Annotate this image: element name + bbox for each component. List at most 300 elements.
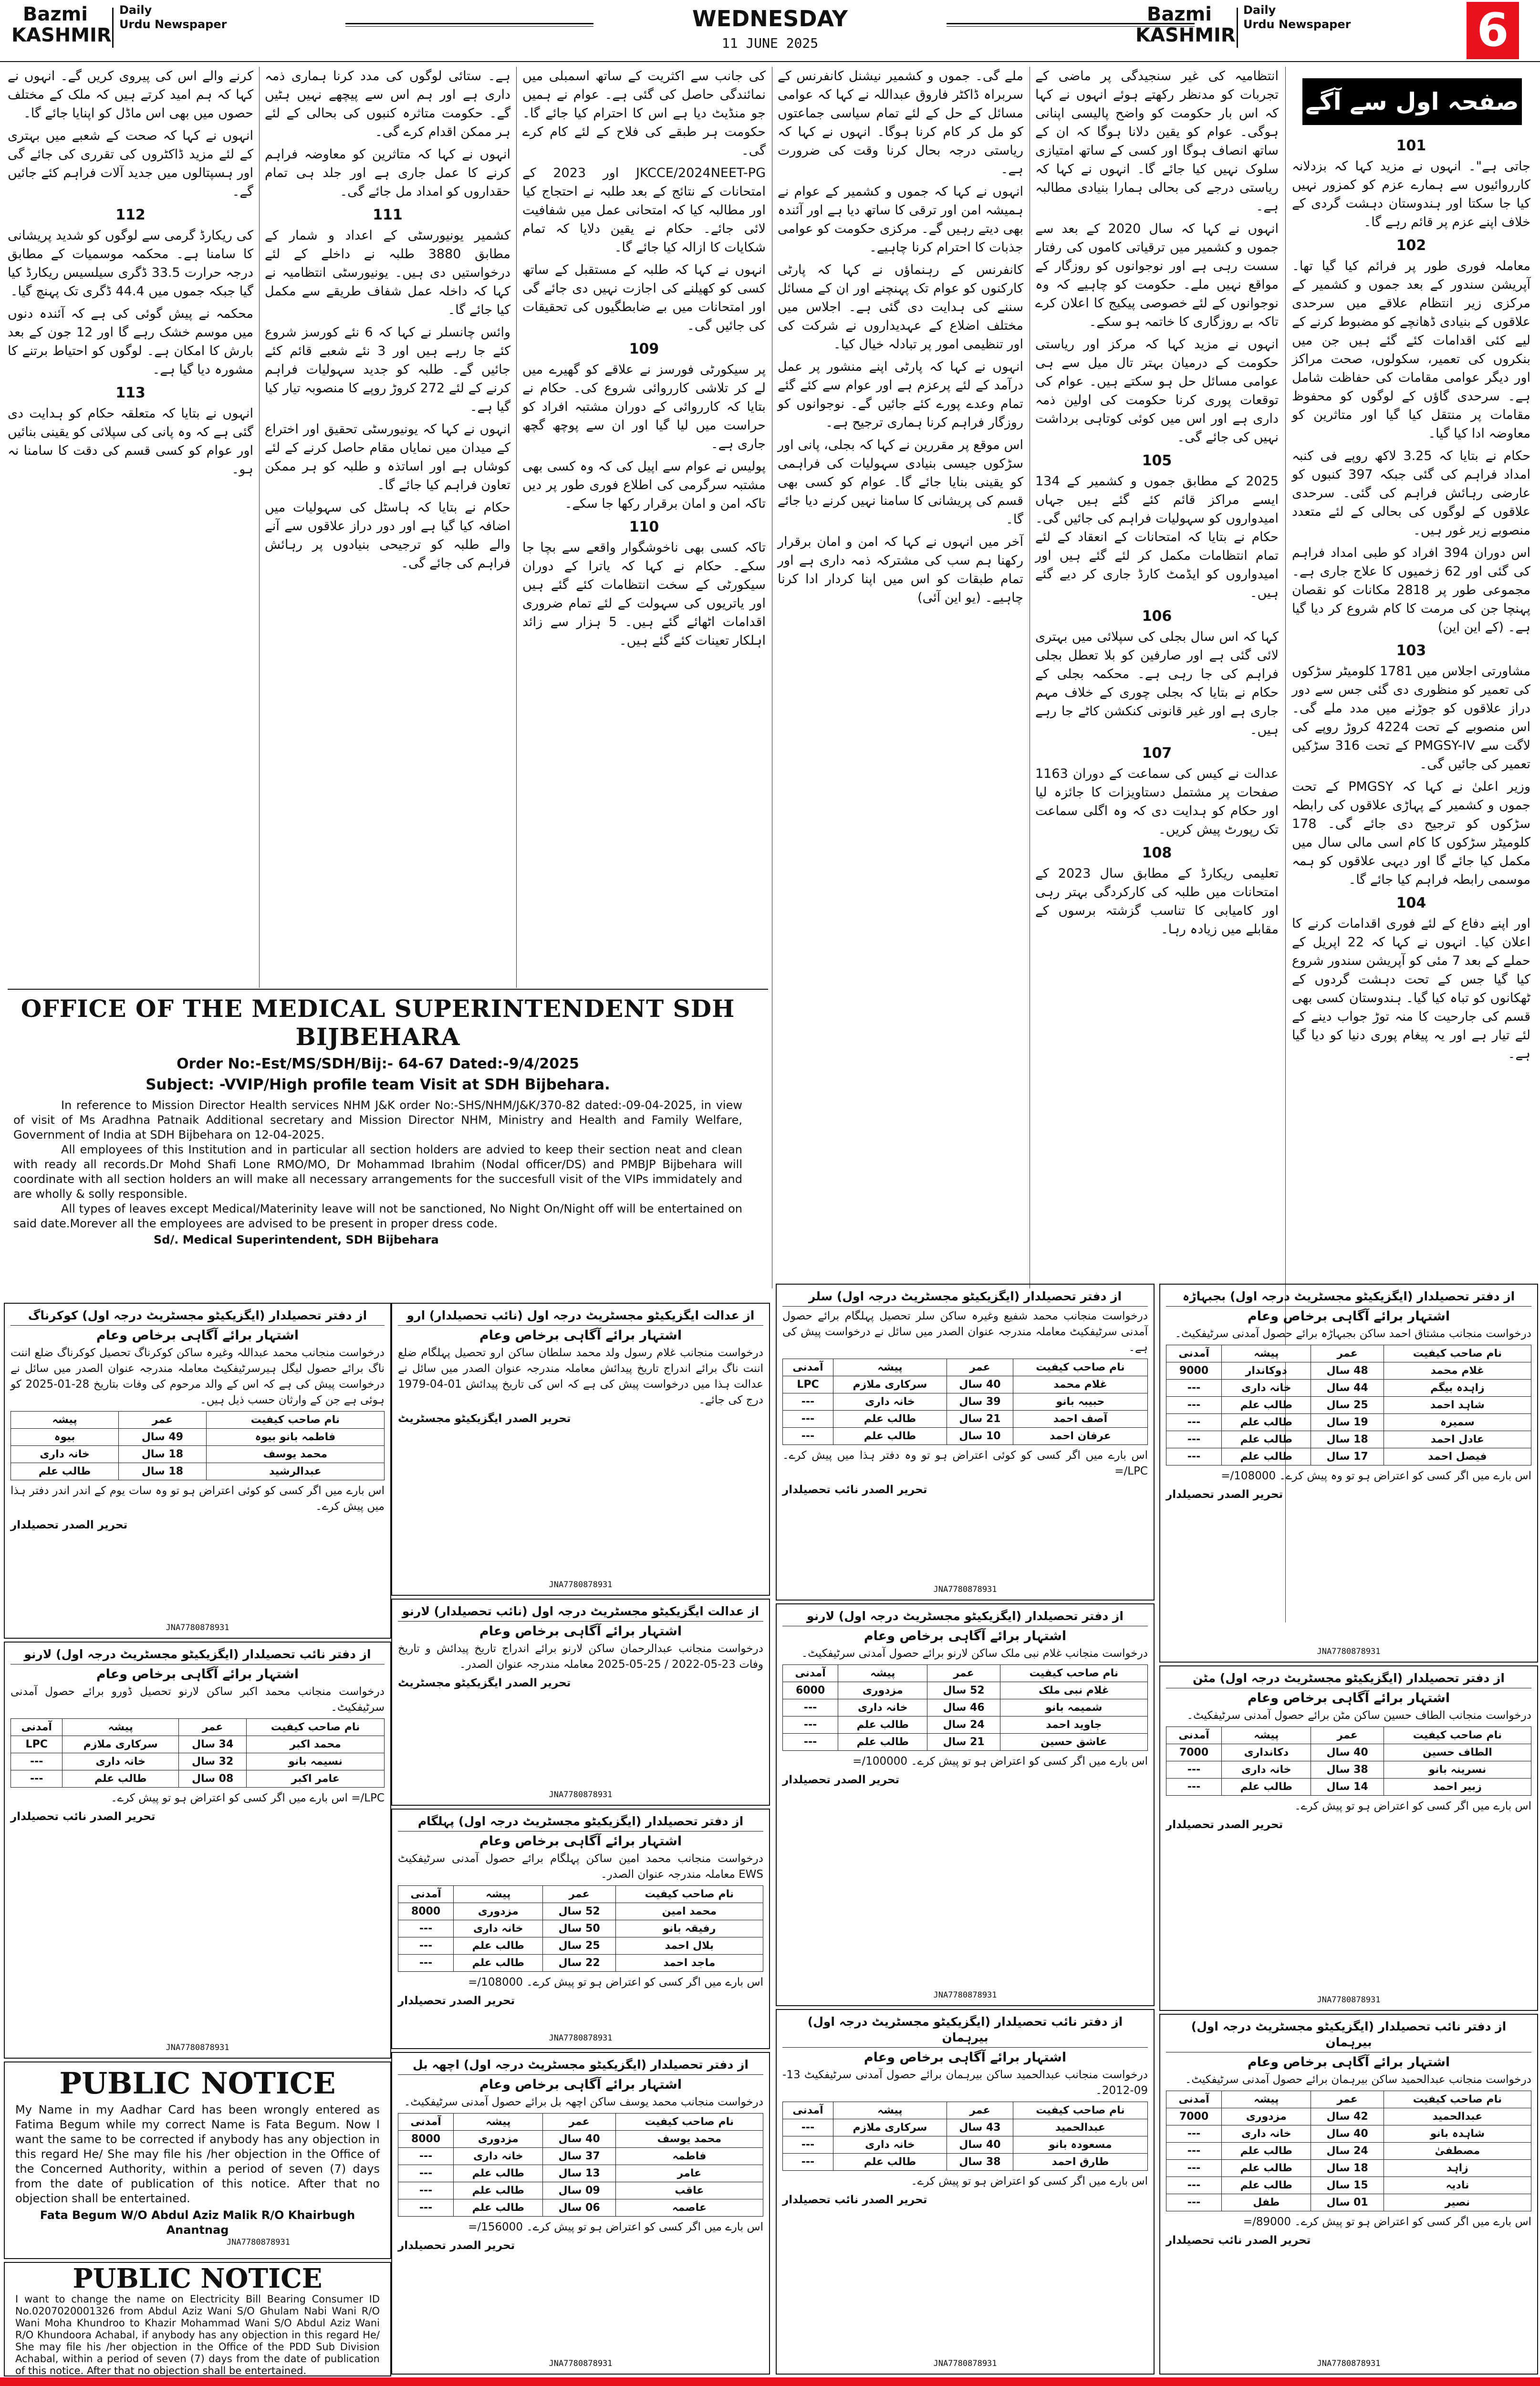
table-cell: --- [11, 1770, 62, 1788]
story-paragraph: کی ریکارڈ گرمی سے لوگوں کو شدید پریشانی کا سامنا ہے۔ محکمہ موسمیات کے مطابق درجہ حرارت 33.5 ڈگری سیلسیس ریکارڈ کیا گیا جبکہ جموں میں 44.4 ڈگری تک پہنچ گیا۔ [8, 228, 253, 299]
table-cell: طالب علم [1222, 2160, 1311, 2177]
story-number: 107 [1142, 745, 1172, 762]
table-cell: 25 سال [1311, 1397, 1384, 1414]
ad-subheading: اشتہار برائے آگاہی برخاص وعام [479, 1328, 682, 1343]
ad-table [10, 1411, 385, 1480]
table-row [783, 2119, 1148, 2136]
story-paragraph: انہوں نے کہا کہ متاثرین کو معاوضہ فراہم کرنے کا عمل جاری ہے اور جلد ہی تمام حقداروں کو امداد مل جائے گی۔ [265, 147, 510, 199]
ad-reference-code: JNA7780878931 [549, 2359, 613, 2368]
story-paragraph: انہوں نے کہا کہ طلبہ کے مستقبل کے ساتھ کسی کو کھیلنے کی اجازت نہیں دی جائے گی اور امتحانات میں بے ضابطگیوں کی تحقیقات کی جائیں گی۔ [522, 262, 766, 333]
table-cell: بیوہ [11, 1429, 119, 1446]
classified-ad-mattan [1159, 1665, 1538, 2011]
classified-ad-bearhama-1 [776, 2009, 1155, 2375]
ad-column-header: نام صاحب کیفیت [615, 1886, 763, 1903]
table-cell: شاہدہ بانو [1384, 2125, 1531, 2143]
section-rule [8, 989, 768, 990]
ad-subheading: اشتہار برائے آگاہی برخاص وعام [96, 1328, 299, 1343]
table-cell: طالب علم [62, 1770, 179, 1788]
table-cell: 40 سال [947, 1376, 1013, 1393]
ad-column-header: عمر [1311, 1345, 1384, 1362]
ad-footer-text: اس بارے میں اگر کسی کو اعتراض ہو تو پیش کرے۔ 89000/= [1243, 2216, 1531, 2228]
story-paragraph: انہوں نے کہا کہ سال 2020 کے بعد سے جموں و کشمیر میں ترقیاتی کاموں کی رفتار سست رہی ہے اور نوجوانوں کو روزگار کے مواقع نہیں ملے۔ حکومت کو چاہیے کہ وہ نوجوانوں کے لئے خصوصی پیکیج کا اعلان کرے تاکہ بے روزگاری کا خاتمہ ہو سکے۔ [1035, 221, 1279, 329]
footer-rule [0, 2377, 1540, 2386]
table-cell: شمیمہ بانو [1000, 1699, 1147, 1716]
ad-column-header: نام صاحب کیفیت [1384, 1345, 1531, 1362]
table-cell: نسیمہ بانو [247, 1753, 385, 1770]
table-cell: 22 سال [543, 1955, 615, 1972]
notice-title: OFFICE OF THE MEDICAL SUPERINTENDENT SDH BIJBEHARA [21, 994, 735, 1051]
table-cell: --- [398, 2165, 454, 2182]
ad-footer-text: اس بارے میں اگر کسی کو اعتراض ہو تو وہ پیش کرے۔ 108000/= [1221, 1470, 1531, 1482]
ad-heading: از دفتر تحصیلدار (ایگزیکیٹو مجسٹریٹ درجہ اول) لارنو [782, 1608, 1148, 1626]
table-cell: --- [783, 1428, 833, 1445]
table-row [1166, 2143, 1531, 2160]
table-cell: زاہدہ بیگم [1384, 1380, 1531, 1397]
classified-ad-larnoo-dob [391, 1599, 770, 1806]
table-cell: --- [398, 1955, 454, 1972]
table-row [11, 1463, 385, 1480]
ad-text: درخواست منجانب غلام نبی ملک ساکن لارنو برائے حصول آمدنی سرٹیفکیٹ۔ [801, 1647, 1148, 1660]
table-cell: 14 سال [1311, 1779, 1384, 1796]
ad-column-header: آمدنی [11, 1719, 62, 1736]
table-cell: خانہ داری [454, 1920, 543, 1937]
table-row [1166, 1431, 1531, 1448]
ad-column-header: پیشہ [454, 1886, 543, 1903]
story-paragraph: معاملہ فوری طور پر فرائم کیا گیا تھا۔ آپریشن سندور کے بعد جموں و کشمیر کے مرکزی زیر انتظام علاقے میں سرحدی علاقوں کے بنیادی ڈھانچے کو مضبوط کرنے کے لیے کئی اقدامات کئے گئے ہیں جن میں بنکروں کی تعمیر، سکولوں، صحت مراکز اور دیگر عوامی مقامات کی حفاظت شامل ہے۔ سرحدی گاؤں کے لوگوں کو محفوظ مقامات پر منتقل کیا گیا اور متاثرین کو معاوضہ ادا کیا گیا۔ [1292, 259, 1530, 441]
ad-column-header: نام صاحب کیفیت [247, 1719, 385, 1736]
story-number: 102 [1396, 237, 1426, 254]
table-cell: 7000 [1166, 2108, 1222, 2125]
story-paragraph: اور اپنے دفاع کے لئے فوری اقدامات کرنے کا اعلان کیا۔ انہوں نے کہا کہ 22 اپریل کے حملے کے بعد 7 مئی کو آپریشن سندور شروع کیا گیا جس کے تحت دہشت گردوں کے ٹھکانوں کو تباہ کیا گیا۔ ہندوستان کسی بھی قسم کی جارحیت کا منہ توڑ جواب دینے کے لئے تیار ہے اور یہ پیغام پوری دنیا کو دیا گیا ہے۔ [1292, 916, 1530, 1061]
table-cell: طالب علم [1222, 2143, 1311, 2160]
notice-paragraph-1: In reference to Mission Director Health services NHM J&K order No:-SHS/NHM/J&K/370-82 dated:-09-04-2025, in view of visit of Ms Aradhna Patnaik Additional secretary and Mission Director NHM, Ministry and Health and Family Welfare, Government of India at SDH Bijbehara on 12-04-2025. [13, 1099, 742, 1141]
table-cell: --- [1166, 2194, 1222, 2211]
table-cell: نصیر [1384, 2194, 1531, 2211]
story-paragraph: مشاورتی اجلاس میں 1781 کلومیٹر سڑکوں کی تعمیر کو منظوری دی گئی جس سے دور دراز علاقوں کو جوڑنے میں مدد ملے گی۔ اس منصوبے کے تحت 4224 کروڑ روپے کی لاگت سے PMGSY-IV کے تحت 316 سڑکیں تعمیر کی جائیں گی۔ [1292, 664, 1530, 772]
public-notice-signature: Fata Begum W/O Abdul Aziz Malik R/O Khairbugh Anantnag [40, 2208, 355, 2237]
table-cell: 17 سال [1311, 1448, 1384, 1465]
ad-subheading: اشتہار برائے آگاہی برخاص وعام [479, 1834, 682, 1849]
news-column-3 [778, 67, 1023, 1284]
table-cell: زبیر احمد [1384, 1779, 1531, 1796]
table-cell: الطاف حسین [1384, 1744, 1531, 1761]
ad-column-header: آمدنی [783, 1359, 833, 1376]
table-cell: LPC [783, 1376, 833, 1393]
ad-subheading: اشتہار برائے آگاہی برخاص وعام [1247, 1691, 1450, 1706]
ad-column-header: آمدنی [783, 1665, 838, 1682]
table-cell: شاہد احمد [1384, 1397, 1531, 1414]
table-cell: 40 سال [543, 2131, 615, 2148]
table-row [1166, 1414, 1531, 1431]
table-cell: LPC [11, 1736, 62, 1753]
ad-table-header [1166, 1727, 1531, 1744]
ad-content [1160, 1666, 1537, 1837]
ad-content [777, 2010, 1154, 2212]
ad-column-header: نام صاحب کیفیت [1013, 1359, 1147, 1376]
table-row [1166, 2194, 1531, 2211]
brand-left [11, 4, 112, 46]
table-cell: غلام محمد [1384, 1362, 1531, 1380]
ad-content [1160, 2015, 1537, 2252]
table-cell: 9000 [1166, 1362, 1222, 1380]
table-cell: 6000 [783, 1682, 838, 1699]
ad-footer-text: اس بارے میں اگر کسی کو کوئی اعتراض ہو تو وہ دفتر ہذا میں پیش کرے۔ LPC/= [782, 1449, 1148, 1477]
ad-column-header: پیشہ [1222, 2091, 1311, 2108]
ad-column-header: نام صاحب کیفیت [1384, 1727, 1531, 1744]
table-cell: محمد اکبر [247, 1736, 385, 1753]
table-cell: حبیبہ بانو [1013, 1393, 1147, 1411]
story-number: 103 [1396, 642, 1426, 659]
table-cell: 25 سال [543, 1937, 615, 1955]
table-cell: خانہ داری [833, 2136, 947, 2154]
table-cell: 10 سال [947, 1428, 1013, 1445]
table-row [783, 2154, 1148, 2171]
tag-daily: Daily [119, 3, 152, 17]
ad-column-header: عمر [1311, 2091, 1384, 2108]
table-row [398, 1920, 763, 1937]
table-cell: سرکاری ملازم [833, 1376, 947, 1393]
story-paragraph: کشمیر یونیورسٹی کے اعداد و شمار کے مطابق 3880 طلبہ نے داخلے کے لئے درخواستیں دی ہیں۔ یونیورسٹی انتظامیہ نے کہا کہ داخلہ عمل شفاف طریقے سے مکمل کیا جائے گا۔ [265, 228, 510, 317]
table-cell: طالب علم [1222, 2177, 1311, 2194]
column-rule [516, 67, 517, 988]
tag-right-daily: Daily [1243, 3, 1276, 17]
table-cell: 19 سال [1311, 1414, 1384, 1431]
ad-table [782, 2102, 1148, 2171]
page-number: 6 [1467, 2, 1519, 59]
story-paragraph: ملے گی۔ جموں و کشمیر نیشنل کانفرنس کے سربراہ ڈاکٹر فاروق عبداللہ نے کہا کہ عوامی مسائل کے حل کے لئے تمام سیاسی جماعتوں کو مل کر کام کرنا ہوگا۔ انہوں نے کہا کہ ریاستی درجہ بحال کرنا وقت کی ضرورت ہے۔ [778, 69, 1023, 177]
notice-paragraph-3: All types of leaves except Medical/Materinity leave will not be sanctioned, No Night On/Night off will be entertained on said date.Morever all the employees are advised to be present in proper dress code. [13, 1202, 742, 1230]
ad-signature: تحریر الصدر تحصیلدار [398, 1995, 515, 2007]
ad-signature: تحریر الصدر تحصیلدار [10, 1519, 128, 1531]
ad-column-header: نام صاحب کیفیت [615, 2114, 763, 2131]
story-paragraph: اس دوران 394 افراد کو طبی امداد فراہم کی گئی اور 62 زخمیوں کا علاج جاری ہے۔ مجموعی طور پر 2818 مکانات کو نقصان پہنچا جن کی مرمت کا کام شروع کر دیا گیا ہے۔ (کے این این) [1292, 545, 1530, 635]
tag-urdu: Urdu Newspaper [119, 18, 227, 31]
public-notice-aadhar [4, 2062, 391, 2259]
ad-signature: تحریر الصدر نائب تحصیلدار [782, 1484, 927, 1496]
table-cell: 18 سال [1311, 1431, 1384, 1448]
ad-reference-code: JNA7780878931 [549, 2033, 613, 2043]
story-paragraph: JKCCE/2024NEET-PG اور 2023 کے امتحانات کے نتائج کے بعد طلبہ نے احتجاج کیا اور مطالبہ کیا کہ امتحانی عمل میں شفافیت لائی جائے۔ حکام نے یقین دلایا کہ تمام شکایات کا ازالہ کیا جائے گا۔ [522, 166, 766, 255]
public-notice-title: PUBLIC NOTICE [73, 2263, 323, 2294]
table-cell: 32 سال [179, 1753, 247, 1770]
brand-right-line-1: Bazmi [1146, 3, 1212, 25]
ad-column-header: پیشہ [1222, 1727, 1311, 1744]
table-cell: خانہ داری [1222, 1761, 1311, 1779]
table-cell: طالب علم [11, 1463, 119, 1480]
table-row [783, 1393, 1148, 1411]
table-cell: --- [1166, 1397, 1222, 1414]
ad-column-header: پیشہ [62, 1719, 179, 1736]
ad-signature: تحریر الصدر ایگزیکیٹو مجسٹریٹ [398, 1413, 571, 1425]
ad-reference-code: JNA7780878931 [1317, 2359, 1381, 2368]
story-number: 113 [115, 385, 146, 401]
table-cell: عامر اکبر [247, 1770, 385, 1788]
table-cell: طالب علم [454, 2182, 543, 2199]
table-cell: 8000 [398, 2131, 454, 2148]
table-cell: طالب علم [454, 1937, 543, 1955]
table-cell: مزدوری [454, 1903, 543, 1920]
table-cell: طالب علم [1222, 1779, 1311, 1796]
table-cell: 7000 [1166, 1744, 1222, 1761]
ad-footer-text: اس بارے میں اگر کسی کو اعتراض ہو تو پیش کرے۔ 108000/= [468, 1976, 763, 1988]
table-cell: 24 سال [927, 1716, 1000, 1734]
table-cell: طارق احمد [1013, 2154, 1147, 2171]
ad-column-header: پیشہ [11, 1412, 119, 1429]
table-cell: سرکاری ملازم [62, 1736, 179, 1753]
ad-table-header [398, 1886, 763, 1903]
table-cell: مصطفیٰ [1384, 2143, 1531, 2160]
brand-tag-right [1243, 3, 1351, 31]
table-row [1166, 2177, 1531, 2194]
story-number: 108 [1142, 845, 1172, 861]
ad-text: درخواست منجانب محمد امین ساکن پہلگام برائے حصول آمدنی سرٹیفکیٹ EWS معاملہ مندرجہ عنوان الصدر۔ [398, 1852, 763, 1881]
masthead-day: WEDNESDAY [692, 6, 848, 31]
table-cell: 21 سال [927, 1734, 1000, 1751]
table-cell: --- [11, 1753, 62, 1770]
story-number: 104 [1396, 895, 1426, 911]
story-paragraph: انہوں نے کہا کہ صحت کے شعبے میں بہتری کے لئے مزید ڈاکٹروں کی تقرری کی جائے گی اور ہسپتالوں میں جدید آلات فراہم کئے جائیں گے۔ [8, 128, 253, 199]
table-cell: 24 سال [1311, 2143, 1384, 2160]
ad-footer-text: اس بارے میں اگر کسی کو کوئی اعتراض ہو تو وہ سات یوم کے اندر اندر دفتر ہذا میں پیش کرے۔ [10, 1485, 385, 1513]
notice-paragraph-2: All employees of this Institution and in particular all section holders are advied to keep their section neat and clean with ready all records.Dr Mohd Shafi Lone RMO/MO, Dr Mohammad Ibrahim (Nodal officer/DS) and PMBJP Bijbehara will coordinate with all section holders an will make all necessary arrangements for the succesfull visit of the VIPs immidately and are wholly & solly responsible. [13, 1143, 742, 1201]
ad-subheading: اشتہار برائے آگاہی برخاص وعام [479, 2077, 682, 2092]
brand-tag-left [119, 3, 227, 31]
table-cell: عرفان احمد [1013, 1428, 1147, 1445]
table-row [1166, 2108, 1531, 2125]
ad-footer-text: اس بارے میں اگر کسی کو اعتراض ہو تو پیش کرے۔ [1294, 1800, 1531, 1812]
ad-text: درخواست منجانب غلام رسول ولد محمد سلطان ساکن ارو تحصیل پہلگام ضلع اننت ناگ برائے اندراج تاریخ پیدائش معاملہ مندرجہ عنوان الصدر میں سائل نے عدالت ہذا میں درخواست پیش کی ہے کہ اس کی تاریخ پیدائش 01-04-1979 درج کی جائے۔ [398, 1347, 763, 1406]
table-cell: --- [1166, 1779, 1222, 1796]
table-cell: 18 سال [119, 1463, 207, 1480]
table-cell: مزدوری [1222, 2108, 1311, 2125]
table-cell: --- [398, 2182, 454, 2199]
table-row [11, 1446, 385, 1463]
story-paragraph: کرنے والے اس کی پیروی کریں گے۔ انہوں نے کہا کہ ہم امید کرتے ہیں کہ ملک کے مختلف حصوں میں بھی اس ماڈل کو اپنایا جائے گا۔ [8, 69, 253, 121]
ad-column-header: عمر [927, 1665, 1000, 1682]
table-row [398, 2165, 763, 2182]
ad-signature: تحریر الصدر تحصیلدار [1166, 1488, 1283, 1501]
table-cell: نادیہ [1384, 2177, 1531, 2194]
ad-reference-code: JNA7780878931 [166, 2043, 229, 2052]
table-row [398, 2148, 763, 2165]
ad-table-header [398, 2114, 763, 2131]
ad-reference-code: JNA7780878931 [933, 1585, 997, 1594]
ad-column-header: آمدنی [1166, 2091, 1222, 2108]
table-cell: 01 سال [1311, 2194, 1384, 2211]
ad-reference-code: JNA7780878931 [549, 1580, 613, 1590]
table-cell: --- [398, 2148, 454, 2165]
table-row [398, 2131, 763, 2148]
table-cell: فاطمہ [615, 2148, 763, 2165]
ad-heading: از عدالت ایگزیکیٹو مجسٹریٹ درجہ اول (نائب تحصیلدار) لارنو [398, 1603, 763, 1622]
ad-table-header [11, 1412, 385, 1429]
ad-column-header: پیشہ [1222, 1345, 1311, 1362]
table-row [1166, 1362, 1531, 1380]
table-cell: طفل [1222, 2194, 1311, 2211]
table-cell: --- [783, 1411, 833, 1428]
table-cell: 52 سال [543, 1903, 615, 1920]
table-row [11, 1753, 385, 1770]
classified-ad-aru-dob [391, 1303, 770, 1596]
column-rule [259, 67, 260, 988]
ad-table [1166, 1345, 1531, 1465]
ad-table [398, 2113, 763, 2217]
ad-text: درخواست منجانب عبدالحمید ساکن بیرہمان برائے حصول آمدنی سرٹیفکیٹ۔ [1185, 2073, 1531, 2086]
table-cell: --- [783, 2136, 833, 2154]
ad-column-header: عمر [119, 1412, 207, 1429]
table-cell: طالب علم [838, 1734, 927, 1751]
story-number: 101 [1396, 137, 1426, 154]
table-row [1166, 1397, 1531, 1414]
table-cell: --- [398, 2199, 454, 2217]
table-cell: 15 سال [1311, 2177, 1384, 2194]
ad-reference-code: JNA7780878931 [933, 1990, 997, 2000]
table-cell: مسعودہ بانو [1013, 2136, 1147, 2154]
story-number: 111 [373, 207, 403, 223]
brand-line-1: Bazmi [22, 3, 88, 25]
table-cell: طالب علم [1222, 1431, 1311, 1448]
ad-column-header: عمر [543, 2114, 615, 2131]
table-cell: عبدالحمید [1384, 2108, 1531, 2125]
story-paragraph: انہوں نے کہا کہ یونیورسٹی تحقیق اور اختراع کے میدان میں نمایاں مقام حاصل کرنے کے لئے کوشاں ہے اور اساتذہ و طلبہ کو ہر ممکن تعاون فراہم کیا جائے گا۔ [265, 422, 510, 492]
ad-table [398, 1885, 763, 1972]
masthead-bottom-rule [0, 61, 1540, 62]
ad-heading: از عدالت ایگزیکیٹو مجسٹریٹ درجہ اول (نائب تحصیلدار) ارو [398, 1308, 763, 1326]
story-paragraph: محکمہ نے پیش گوئی کی ہے کہ آئندہ دنوں میں موسم خشک رہے گا اور 12 جون کے بعد بارش کا امکان ہے۔ لوگوں کو احتیاط برتنے کا مشورہ دیا گیا ہے۔ [8, 306, 253, 377]
ad-column-header: نام صاحب کیفیت [206, 1412, 384, 1429]
ad-text: درخواست منجانب عبدالحمید ساکن بیرہمان برائے حصول آمدنی سرٹیفکیٹ 13-09-2012۔ [782, 2069, 1148, 2097]
table-cell: محمد امین [615, 1903, 763, 1920]
story-paragraph: تعلیمی ریکارڈ کے مطابق سال 2023 کے امتحانات میں طلبہ کی کارکردگی بہتر رہی اور کامیابی کا تناسب گزشتہ برسوں کے مقابلے میں زیادہ رہا۔ [1035, 866, 1279, 937]
ad-text: درخواست منجانب الطاف حسین ساکن مٹن برائے حصول آمدنی سرٹیفکیٹ۔ [1186, 1709, 1531, 1722]
table-row [783, 1376, 1148, 1393]
table-cell: --- [1166, 1414, 1222, 1431]
classified-ad-salar [776, 1284, 1155, 1601]
ad-content [392, 1304, 769, 1431]
ad-heading: از دفتر تحصیلدار (ایگزیکیٹو مجسٹریٹ درجہ اول) سلر [782, 1288, 1148, 1307]
story-paragraph: جاتی ہے"۔ انہوں نے مزید کہا کہ بزدلانہ کارروائیوں سے ہمارے عزم کو کمزور نہیں کیا جا سکتا اور ہندوستان دہشت گردی کے خلاف اپنے عزم پر قائم رہے گا۔ [1292, 159, 1530, 230]
ad-text: درخواست منجانب محمد شفیع وغیرہ ساکن سلر تحصیل پہلگام برائے حصول آمدنی سرٹیفکیٹ معاملہ مندرجہ عنوان الصدر میں سائل نے درخواست پیش کی ہے۔ [782, 1310, 1148, 1354]
table-cell: محمد یوسف [206, 1446, 384, 1463]
table-cell: --- [783, 1393, 833, 1411]
table-cell: 38 سال [947, 2154, 1013, 2171]
story-paragraph: ہے۔ ستائی لوگوں کی مدد کرنا ہماری ذمہ داری ہے اور ہم اس سے پیچھے نہیں ہٹیں گے۔ حکومت متاثرہ کنبوں کی بحالی کے لئے ہر ممکن اقدام کرے گی۔ [265, 69, 510, 139]
table-cell: 18 سال [1311, 2160, 1384, 2177]
table-cell: --- [783, 1734, 838, 1751]
table-cell: جاوید احمد [1000, 1716, 1147, 1734]
notice-order-line: Order No:-Est/MS/SDH/Bij:- 64-67 Dated:-9/4/2025 [177, 1056, 579, 1072]
public-notice-body: I want to change the name on Electricity Bill Bearing Consumer ID No.0207020001326 from Abdul Aziz Wani S/O Ghulam Nabi Wani R/O Wani Moha Khundroo to Khazir Mohammad Wani S/O Abdul Aziz Wani R/O Khundoora Achabal, if anybody has any objection in this regard He/ She may file his /her objection in the Office of the PDD Sub Division Achabal, within a period of seven (7) days from the date of publication of this notice. After that no objection shall be entertained. [15, 2293, 380, 2376]
ad-signature: تحریر الصدر نائب تحصیلدار [10, 1810, 156, 1823]
table-row [1166, 1744, 1531, 1761]
classified-ad-larnoo-income [4, 1642, 391, 2059]
table-cell: 40 سال [1311, 1744, 1384, 1761]
ad-column-header: عمر [947, 1359, 1013, 1376]
ad-heading: از دفتر تحصیلدار (ایگزیکیٹو مجسٹریٹ درجہ اول) کوکرناگ [10, 1308, 385, 1326]
masthead-rule-left [345, 23, 593, 27]
table-cell: خانہ داری [11, 1446, 119, 1463]
brand-line-2: KASHMIR [11, 24, 112, 46]
ad-column-header: نام صاحب کیفیت [1013, 2102, 1147, 2119]
ad-table-header [783, 1359, 1148, 1376]
story-paragraph: کہا کہ اس سال بجلی کی سپلائی میں بہتری لائی گئی ہے اور صارفین کو بلا تعطل بجلی فراہم کی جا رہی ہے۔ محکمہ بجلی کے حکام نے بتایا کہ بجلی چوری کے خلاف مہم جاری ہے اور غیر قانونی کنکشن کاٹے جا رہے ہیں۔ [1035, 629, 1279, 737]
story-paragraph: وائس چانسلر نے کہا کہ 6 نئے کورسز شروع کئے جا رہے ہیں اور 3 نئے شعبے قائم کئے جائیں گے۔ طلبہ کو جدید سہولیات فراہم کرنے کے لئے 272 کروڑ روپے کا منصوبہ تیار کیا گیا ہے۔ [265, 325, 511, 414]
ad-subheading: اشتہار برائے آگاہی برخاص وعام [96, 1667, 299, 1682]
ad-column-header: پیشہ [454, 2114, 543, 2131]
story-paragraph: حکام نے بتایا کہ ہاسٹل کی سہولیات میں اضافہ کیا گیا ہے اور دور دراز علاقوں سے آنے والے طلبہ کو ترجیحی بنیادوں پر رہائش فراہم کی جائے گی۔ [265, 500, 510, 571]
brand-right-divider [1237, 8, 1238, 48]
classified-ad-bijbehara [1159, 1284, 1538, 1663]
story-paragraph: پولیس نے عوام سے اپیل کی کہ وہ کسی بھی مشتبہ سرگرمی کی اطلاع فوری طور پر دیں تاکہ امن و امان برقرار رکھا جا سکے۔ [522, 459, 766, 511]
ad-heading: از دفتر تحصیلدار (ایگزیکیٹو مجسٹریٹ درجہ اول) اچھہ بل [398, 2057, 763, 2075]
ad-subheading: اشتہار برائے آگاہی برخاص وعام [1247, 2055, 1450, 2070]
classified-ad-bearhama-2 [1159, 2014, 1538, 2375]
ad-content [392, 2053, 769, 2258]
public-notice-body: My Name in my Aadhar Card has been wrongly entered as Fatima Begum while my correct Name is Fata Begum. Now I want the same to be corrected if anybody has any objection in this regard He/ She may file his /her objection in the Office of the Concerned Authority, within a period of seven (7) days from the date of publication of this notice. After that no objection shall be entertained. [15, 2103, 380, 2205]
ad-content [777, 1285, 1154, 1502]
table-cell: سمیرہ [1384, 1414, 1531, 1431]
ad-table-header [783, 1665, 1148, 1682]
table-cell: رفیقہ بانو [615, 1920, 763, 1937]
brand-right [1135, 4, 1236, 46]
table-cell: غلام نبی ملک [1000, 1682, 1147, 1699]
classified-ad-achabal [391, 2052, 770, 2375]
public-notice-electricity [4, 2262, 391, 2376]
table-cell: غلام محمد [1013, 1376, 1147, 1393]
table-cell: طالب علم [454, 1955, 543, 1972]
ad-column-header: عمر [179, 1719, 247, 1736]
table-cell: 52 سال [927, 1682, 1000, 1699]
ad-heading: از دفتر تحصیلدار (ایگزیکیٹو مجسٹریٹ درجہ اول) پہلگام [398, 1813, 763, 1831]
ad-column-header: آمدنی [1166, 1345, 1222, 1362]
ad-heading: از دفتر تحصیلدار (ایگزیکیٹو مجسٹریٹ درجہ اول) مٹن [1166, 1670, 1531, 1688]
table-cell: عاصمہ [615, 2199, 763, 2217]
table-row [783, 1682, 1148, 1699]
ad-subheading: اشتہار برائے آگاہی برخاص وعام [864, 2050, 1067, 2065]
table-cell: 13 سال [543, 2165, 615, 2182]
story-paragraph: تاکہ کسی بھی ناخوشگوار واقعے سے بچا جا سکے۔ حکام نے کہا کہ یاترا کے دوران سیکورٹی کے سخت انتظامات کئے گئے ہیں اور یاتریوں کی سہولت کے لئے تمام ضروری اقدامات اٹھائے گئے ہیں۔ 5 ہزار سے زائد اہلکار تعینات کئے گئے ہیں۔ [522, 540, 766, 648]
ad-footer-text: LPC/= اس بارے میں اگر کسی کو اعتراض ہو تو پیش کرے۔ [111, 1792, 385, 1804]
table-cell: بلال احمد [615, 1937, 763, 1955]
ad-subheading: اشتہار برائے آگاہی برخاص وعام [864, 1629, 1067, 1643]
table-row [1166, 1761, 1531, 1779]
ad-table-header [783, 2102, 1148, 2119]
notice-signature: Sd/. Medical Superintendent, SDH Bijbehara [154, 1233, 439, 1246]
table-cell: 40 سال [947, 2136, 1013, 2154]
table-cell: فاطمہ بانو بیوہ [206, 1429, 384, 1446]
table-cell: 49 سال [119, 1429, 207, 1446]
story-paragraph: آخر میں انہوں نے کہا کہ امن و امان برقرار رکھنا ہم سب کی مشترکہ ذمہ داری ہے اور تمام طبقات کو اس میں اپنا کردار ادا کرنا چاہیے۔ (یو این آئی) [778, 534, 1023, 605]
table-cell: دوکاندار [1222, 1362, 1311, 1380]
ad-footer-text: اس بارے میں اگر کسی کو اعتراض ہو تو پیش کرے۔ 156000/= [468, 2221, 763, 2233]
table-cell: 08 سال [179, 1770, 247, 1788]
news-column-6 [8, 67, 253, 983]
table-cell: 40 سال [1311, 2125, 1384, 2143]
table-row [398, 2182, 763, 2199]
table-cell: 37 سال [543, 2148, 615, 2165]
notice-subject: Subject: -VVIP/High profile team Visit at SDH Bijbehara. [146, 1076, 610, 1093]
table-row [1166, 2160, 1531, 2177]
ad-table-header [1166, 1345, 1531, 1362]
table-cell: --- [1166, 1761, 1222, 1779]
table-cell: خانہ داری [833, 1393, 947, 1411]
table-row [1166, 1779, 1531, 1796]
table-row [1166, 1448, 1531, 1465]
news-column-4 [522, 67, 766, 983]
ad-heading: از دفتر نائب تحصیلدار (ایگزیکیٹو مجسٹریٹ درجہ اول) لارنو [10, 1646, 385, 1664]
story-paragraph: انہوں نے بتایا کہ متعلقہ حکام کو ہدایت دی گئی ہے کہ وہ پانی کی سپلائی کو یقینی بنائیں اور عوام کو کسی قسم کی دقت کا سامنا نہ ہو۔ [8, 406, 253, 477]
table-cell: عادل احمد [1384, 1431, 1531, 1448]
